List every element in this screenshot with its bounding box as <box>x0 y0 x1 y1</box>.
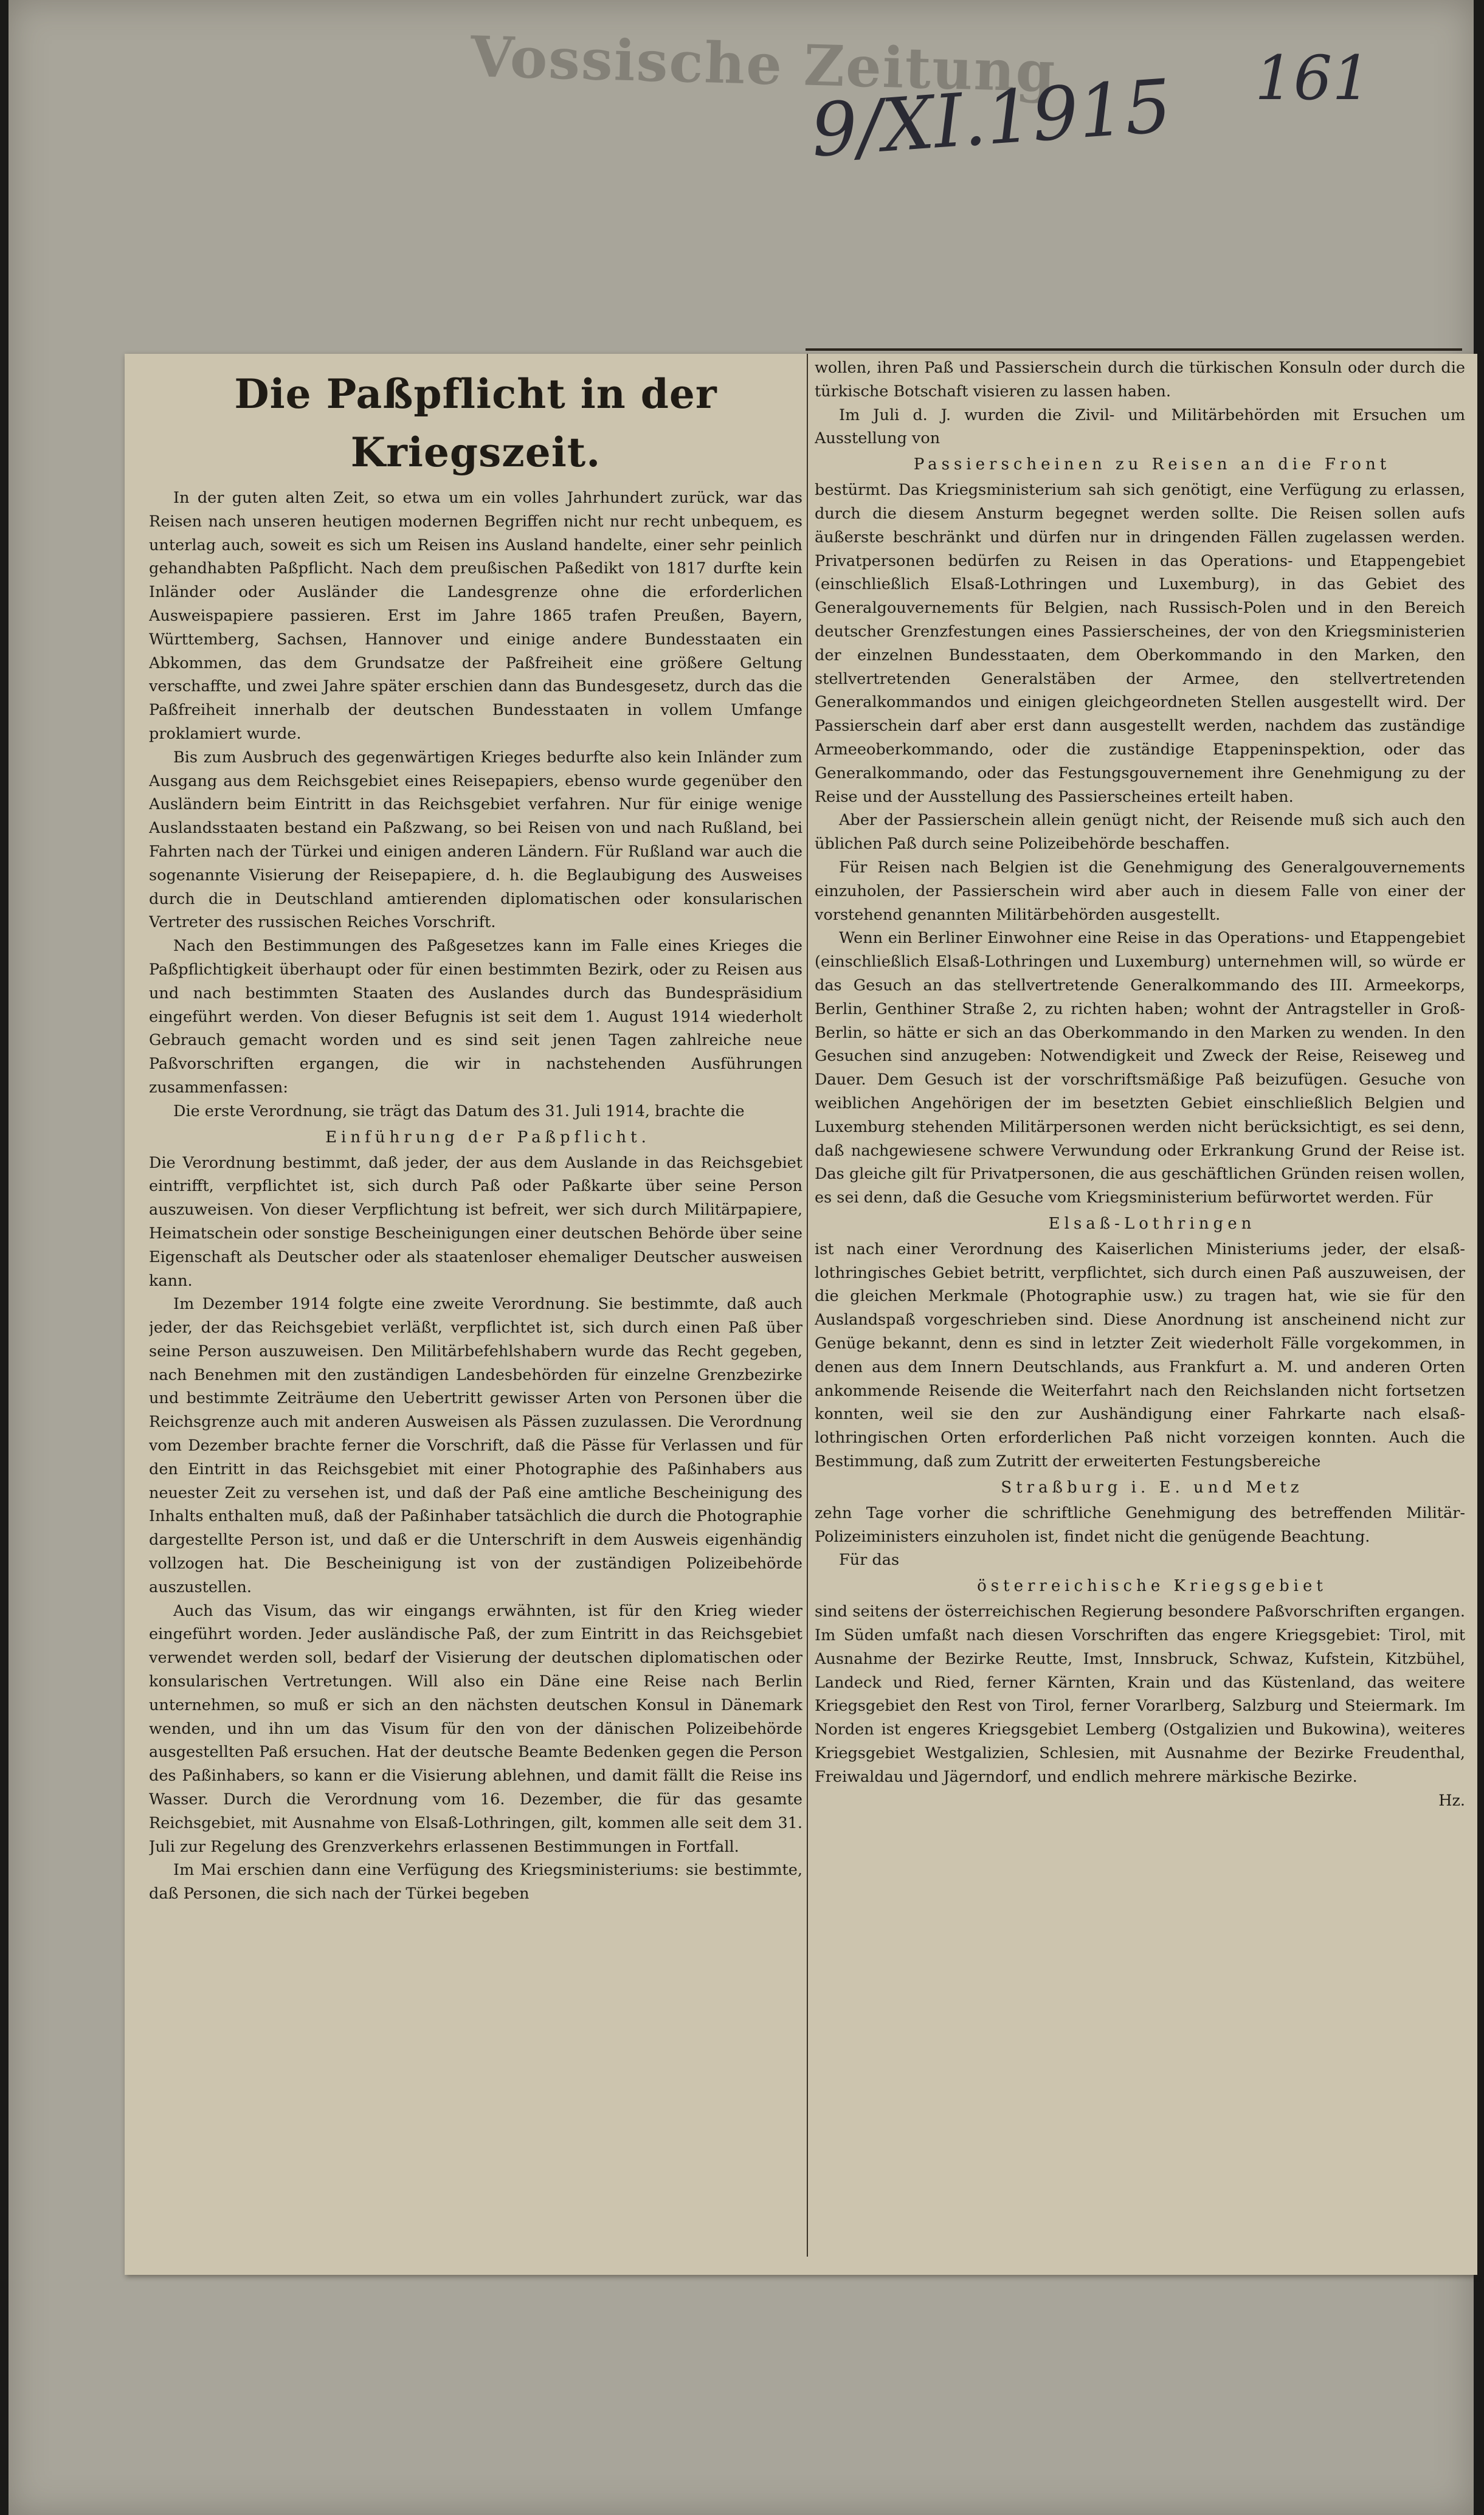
paragraph: ist nach einer Verordnung des Kaiserlichen Ministeriums jeder, der elsaß-lothringisches Gebiet betritt, verpflichtet, sich durch einen Paß auszuweisen, der die gleichen Merkmale (Photographie usw.) zu tragen hat, wie sie für den Auslandspaß vorgeschrieben sind. Diese Anordnung ist anscheinend nicht zur Genüge bekannt, denn es sind in letzter Zeit wiederholt Fälle vorgekommen, in denen aus dem Innern Deutschlands, aus Frankfurt a. M. und anderen Orten ankommende Reisende die Weiterfahrt nach den Reichslanden nicht fortsetzen konnten, weil sie den zur Aushändigung einer Fahrkarte nach elsaß-lothringischen Orten erforderlichen Paß nicht vorzeigen konnten. Auch die Bestimmung, daß zum Zutritt der erweiterten Festungsbereiche <box>815 1240 1465 1471</box>
author-signature: Hz. <box>1438 1791 1465 1810</box>
subheading: Einführung der Paßpflicht. <box>325 1128 651 1147</box>
subheading: Elsaß-Lothringen <box>1048 1214 1256 1233</box>
article-right-column <box>815 356 1465 2275</box>
paragraph: Aber der Passierschein allein genügt nicht, der Reisende muß sich auch den üblichen Paß durch seine Polizeibehörde beschaffen. <box>815 811 1465 854</box>
paragraph: Nach den Bestimmungen des Paßgesetzes kann im Falle eines Krieges die Paßpflichtigkeit überhaupt oder für einen bestimmten Bezirk, oder zu Reisen aus und nach bestimmten Staaten des Auslandes durch das Bundespräsidium eingeführt werden. Von dieser Befugnis ist seit dem 1. August 1914 wiederholt Gebrauch gemacht worden und es sind seit jenen Tagen zahlreiche neue Paßvorschriften ergangen, die wir in nachstehenden Ausführungen zusammenfassen: <box>149 937 802 1097</box>
paragraph: Für Reisen nach Belgien ist die Genehmigung des Generalgouvernements einzuholen, der Passierschein wird aber auch in diesem Falle von einer der vorstehend genannten Militärbehörden ausgestellt. <box>815 858 1465 924</box>
paragraph: bestürmt. Das Kriegsministerium sah sich genötigt, eine Verfügung zu erlassen, durch die diesem Ansturm begegnet werden sollte. Die Reisen sollen aufs äußerste beschränkt und dürfen nur in dringenden Fällen zugelassen werden. Privatpersonen bedürfen zu Reisen in das Operations- und Etappengebiet (einschließlich Elsaß-Lothringen und Luxemburg), in das Gebiet des Generalgouvernements für Belgien, nach Russisch-Polen und in den Bereich deutscher Grenzfestungen eines Passierscheines, der von den Kriegsministerien der einzelnen Bundesstaaten, dem Oberkommando in den Marken, den stellvertretenden Generalstäben der Armee, den stellvertretenden Generalkommandos und einigen gleichgeordneten Stellen ausgestellt wird. Der Passierschein darf aber erst dann ausgestellt werden, nachdem das zuständige Armeeoberkommando, oder die zuständige Etappeninspektion, oder das Generalkommando, oder das Festungsgouvernement ihre Genehmigung zu der Reise und der Ausstellung des Passierscheines erteilt haben. <box>815 481 1465 806</box>
paragraph: Im Juli d. J. wurden die Zivil- und Militärbehörden mit Ersuchen um Ausstellung von <box>815 405 1465 448</box>
handwritten-number: 161 <box>1255 43 1371 114</box>
paragraph: Im Mai erschien dann eine Verfügung des Kriegsministeriums: sie bestimmte, daß Personen, die sich nach der Türkei begeben <box>149 1861 802 1903</box>
paragraph: sind seitens der österreichischen Regierung besondere Paßvorschriften ergangen. Im Süden umfaßt nach diesen Vorschriften das engere Kriegsgebiet: Tirol, mit Ausnahme der Bezirke Reutte, Imst, Innsbruck, Schwaz, Kufstein, Kitzbühel, Landeck und Ried, ferner Kärnten, Krain und das Küstenland, das weitere Kriegsgebiet den Rest von Tirol, ferner Vorarlberg, Salzburg und Steiermark. Im Norden ist engeres Kriegsgebiet Lemberg (Ostgalizien und Bukowina), weiteres Kriegsgebiet Westgalizien, Schlesien, mit Ausnahme der Bezirke Freudenthal, Freiwaldau und Jägerndorf, und endlich mehrere märkische Bezirke. <box>815 1602 1465 1786</box>
paragraph: Wenn ein Berliner Einwohner eine Reise in das Operations- und Etappengebiet (einschließlich Elsaß-Lothringen und Luxemburg) unternehmen will, so würde er das Gesuch an das stellvertretende Generalkommando des III. Armeekorps, Berlin, Genthiner Straße 2, zu richten haben; wohnt der Antragsteller in Groß-Berlin, so hätte er sich an das Oberkommando in den Marken zu wenden. In den Gesuchen sind anzugeben: Notwendigkeit und Zweck der Reise, Reiseweg und Dauer. Dem Gesuch ist der vorschriftsmäßige Paß beizufügen. Gesuche von weiblichen Angehörigen der im besetzten Gebiet einschließlich Belgien und Luxemburg stehenden Militärpersonen werden nicht berücksichtigt, es sei denn, daß nachgewiesene schwere Verwundung oder Erkrankung Grund der Reise ist. Das gleiche gilt für Privatpersonen, die aus geschäftlichen Gründen reisen wollen, es sei denn, daß die Gesuche vom Kriegsministerium befürwortet werden. Für <box>815 929 1465 1207</box>
newspaper-stamp: Vossische Zeitung <box>469 24 1057 105</box>
paragraph: Die Verordnung bestimmt, daß jeder, der aus dem Auslande in das Reichsgebiet eintrifft, verpflichtet ist, sich durch Paß oder Paßkarte über seine Person auszuweisen. Von dieser Verpflichtung ist befreit, wer sich durch Militärpapiere, Heimatschein oder sonstige Bescheinigungen einer deutschen Behörde über seine Eigenschaft als Deutscher oder als staatenloser ehemaliger Deutscher ausweisen kann. <box>149 1153 802 1290</box>
paragraph: wollen, ihren Paß und Passierschein durch die türkischen Konsuln oder durch die türkische Botschaft visieren zu lassen haben. <box>815 359 1465 401</box>
paragraph: Im Dezember 1914 folgte eine zweite Verordnung. Sie bestimmte, daß auch jeder, der das Reichsgebiet verläßt, verpflichtet ist, sich durch einen Paß über seine Person auszuweisen. Den Militärbefehlshabern wurde das Recht gegeben, nach Benehmen mit den zuständigen Landesbehörden für einzelne Grenzbezirke und bestimmte Zeiträume den Uebertritt gewisser Arten von Personen über die Reichsgrenze auch mit anderen Ausweisen als Pässen zuzulassen. Die Verordnung vom Dezember brachte ferner die Vorschrift, daß die Pässe für Verlassen und für den Eintritt in das Reichsgebiet mit einer Photographie des Paßinhabers aus neuester Zeit zu versehen ist, und daß der Paß eine amtliche Bescheinigung des Inhalts enthalten muß, daß der Paßinhaber tatsächlich die durch die Photographie dargestellte Person ist, und daß er die Unterschrift in dem Ausweis eigenhändig vollzogen hat. Die Bescheinigung ist von der zuständigen Polizeibehörde auszustellen. <box>149 1295 802 1596</box>
paragraph: Die erste Verordnung, sie trägt das Datum des 31. Juli 1914, brachte die <box>173 1102 745 1120</box>
article-left-column <box>149 365 802 2275</box>
column-divider <box>807 354 808 2257</box>
paragraph: Bis zum Ausbruch des gegenwärtigen Krieges bedurfte also kein Inländer zum Ausgang aus dem Reichsgebiet eines Reisepapiers, ebenso wurde gegenüber den Ausländern beim Eintritt in das Reichsgebiet verfahren. Nur für einige wenige Auslandsstaaten bestand ein Paßzwang, so bei Reisen von und nach Rußland, bei Fahrten nach der Türkei und einigen anderen Ländern. Für Rußland war auch die sogenannte Visierung der Reisepapiere, d. h. die Beglaubigung des Ausweises durch die in Deutschland amtierenden diplomatischen oder konsularischen Vertreter des russischen Reiches Vorschrift. <box>149 748 802 932</box>
handwritten-date: 9/XI.1915 <box>808 64 1175 174</box>
column-top-rule <box>806 348 1462 351</box>
article-title: Die Paßpflicht in der Kriegszeit. <box>234 370 717 476</box>
subheading: Passierscheinen zu Reisen an die Front <box>913 455 1391 474</box>
subheading: österreichische Kriegsgebiet <box>977 1577 1327 1596</box>
newspaper-clipping <box>125 354 1477 2275</box>
paragraph: zehn Tage vorher die schriftliche Genehmigung des betreffenden Militär-Polizeiministers einzuholen ist, findet nicht die genügende Beachtung. <box>815 1503 1465 1546</box>
paragraph: Auch das Visum, das wir eingangs erwähnten, ist für den Krieg wieder eingeführt worden. Jeder ausländische Paß, der zum Eintritt in das Reichsgebiet verwendet werden soll, bedarf der Visierung der deutschen diplomatischen oder konsularischen Vertretungen. Will also ein Däne eine Reise nach Berlin unternehmen, so muß er sich an den nächsten deutschen Konsul in Dänemark wenden, und ihn um das Visum für den von der dänischen Polizeibehörde ausgestellten Paß ersuchen. Hat der deutsche Beamte Bedenken gegen die Person des Paßinhabers, so kann er die Visierung ablehnen, und damit fällt die Reise ins Wasser. Durch die Verordnung vom 16. Dezember, die für das gesamte Reichsgebiet, mit Ausnahme von Elsaß-Lothringen, gilt, kommen alle seit dem 31. Juli zur Regelung des Grenzverkehrs erlassenen Bestimmungen in Fortfall. <box>149 1601 802 1856</box>
paragraph: In der guten alten Zeit, so etwa um ein volles Jahrhundert zurück, war das Reisen nach unseren heutigen modernen Begriffen nicht nur recht unbequem, es unterlag auch, soweit es sich um Reisen ins Ausland handelte, einer sehr peinlich gehandhabten Paßpflicht. Nach dem preußischen Paßedikt von 1817 durfte kein Inländer oder Ausländer die Landesgrenze ohne die erforderlichen Ausweispapiere passieren. Erst im Jahre 1865 trafen Preußen, Bayern, Württemberg, Sachsen, Hannover und einige andere Bundesstaaten ein Abkommen, das dem Grundsatze der Paßfreiheit eine größere Geltung verschaffte, und zwei Jahre später erschien dann das Bundesgesetz, durch das die Paßfreiheit innerhalb der deutschen Bundesstaaten in vollem Umfange proklamiert wurde. <box>149 489 802 743</box>
paragraph: Für das <box>839 1551 900 1570</box>
subheading: Straßburg i. E. und Metz <box>1001 1478 1303 1497</box>
